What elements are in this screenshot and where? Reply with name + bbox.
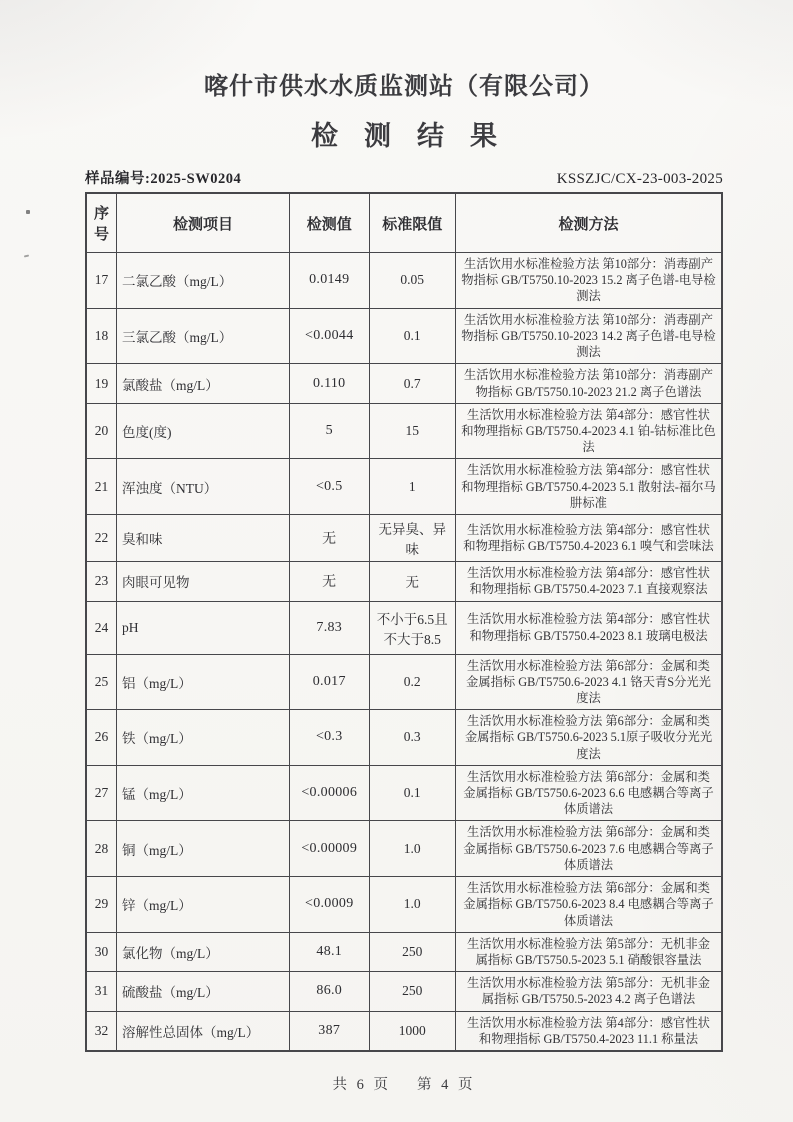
- table-row: [86, 877, 722, 933]
- table-row: [86, 710, 722, 766]
- row-no: 17: [86, 253, 117, 309]
- table-row: [86, 1011, 722, 1051]
- report-page: [85, 0, 723, 1094]
- row-item: 铜（mg/L）: [117, 821, 290, 877]
- row-limit: 0.3: [369, 710, 455, 766]
- header-value: 检测值: [290, 193, 370, 253]
- row-method: 生活饮用水标准检验方法 第10部分：消毒副产物指标 GB/T5750.10-2023 15.2 离子色谱-电导检测法: [455, 253, 722, 309]
- table-row: [86, 765, 722, 821]
- row-item: 硫酸盐（mg/L）: [117, 972, 290, 1011]
- table-row: [86, 654, 722, 710]
- row-value: 86.0: [290, 972, 370, 1011]
- row-value: 0.017: [290, 654, 370, 710]
- page-subtitle-text: 检测结果: [311, 121, 523, 151]
- row-no: 32: [86, 1011, 117, 1051]
- row-value: 387: [290, 1011, 370, 1051]
- sample-number: 样品编号:2025-SW0204: [85, 171, 242, 187]
- row-limit: 15: [369, 403, 455, 459]
- row-no: 21: [86, 459, 117, 515]
- row-value: <0.00006: [290, 765, 370, 821]
- row-method: 生活饮用水标准检验方法 第4部分：感官性状和物理指标 GB/T5750.4-2023 7.1 直接观察法: [455, 562, 722, 601]
- page-title: 喀什市供水水质监测站（有限公司）: [204, 74, 604, 100]
- row-limit: 0.1: [369, 765, 455, 821]
- document-code: KSSZJC/CX-23-003-2025: [556, 171, 723, 187]
- scan-speck-artifact: [24, 255, 29, 258]
- row-method: 生活饮用水标准检验方法 第5部分：无机非金属指标 GB/T5750.5-2023 4.2 离子色谱法: [455, 972, 722, 1011]
- row-limit: 1: [369, 459, 455, 515]
- row-no: 28: [86, 821, 117, 877]
- table-row: [86, 364, 722, 403]
- row-value: 48.1: [290, 932, 370, 971]
- footer-total-pages: 共 6 页: [332, 1077, 391, 1094]
- row-method: 生活饮用水标准检验方法 第6部分：金属和类金属指标 GB/T5750.6-2023 5.1原子吸收分光光度法: [455, 710, 722, 766]
- row-limit: 0.05: [369, 253, 455, 309]
- row-item: 铝（mg/L）: [117, 654, 290, 710]
- row-method: 生活饮用水标准检验方法 第5部分：无机非金属指标 GB/T5750.5-2023 5.1 硝酸银容量法: [455, 932, 722, 971]
- table-row: [86, 562, 722, 601]
- row-no: 29: [86, 877, 117, 933]
- row-limit: 0.7: [369, 364, 455, 403]
- row-method: 生活饮用水标准检验方法 第4部分：感官性状和物理指标 GB/T5750.4-2023 6.1 嗅气和尝味法: [455, 515, 722, 562]
- header-item: 检测项目: [117, 193, 290, 253]
- row-method: 生活饮用水标准检验方法 第4部分：感官性状和物理指标 GB/T5750.4-2023 5.1 散射法-福尔马肼标准: [455, 459, 722, 515]
- row-item: 二氯乙酸（mg/L）: [117, 253, 290, 309]
- row-item: pH: [117, 601, 290, 654]
- row-value: 0.0149: [290, 253, 370, 309]
- table-row: [86, 459, 722, 515]
- row-method: 生活饮用水标准检验方法 第6部分：金属和类金属指标 GB/T5750.6-2023 7.6 电感耦合等离子体质谱法: [455, 821, 722, 877]
- row-limit: 0.2: [369, 654, 455, 710]
- row-value: <0.5: [290, 459, 370, 515]
- table-row: [86, 308, 722, 364]
- row-limit: 1000: [369, 1011, 455, 1051]
- row-item: 氯化物（mg/L）: [117, 932, 290, 971]
- row-no: 19: [86, 364, 117, 403]
- row-item: 肉眼可见物: [117, 562, 290, 601]
- row-value: <0.0044: [290, 308, 370, 364]
- scan-speck-artifact: [26, 210, 30, 214]
- row-method: 生活饮用水标准检验方法 第6部分：金属和类金属指标 GB/T5750.6-2023 8.4 电感耦合等离子体质谱法: [455, 877, 722, 933]
- table-row: [86, 972, 722, 1011]
- row-method: 生活饮用水标准检验方法 第4部分：感官性状和物理指标 GB/T5750.4-2023 11.1 称量法: [455, 1011, 722, 1051]
- row-value: 5: [290, 403, 370, 459]
- table-row: [86, 821, 722, 877]
- row-item: 铁（mg/L）: [117, 710, 290, 766]
- table-row: [86, 403, 722, 459]
- row-no: 25: [86, 654, 117, 710]
- row-method: 生活饮用水标准检验方法 第10部分：消毒副产物指标 GB/T5750.10-2023 21.2 离子色谱法: [455, 364, 722, 403]
- header-limit: 标准限值: [369, 193, 455, 253]
- row-item: 三氯乙酸（mg/L）: [117, 308, 290, 364]
- row-item: 色度(度): [117, 403, 290, 459]
- row-no: 24: [86, 601, 117, 654]
- meta-row: [85, 167, 723, 188]
- row-value: 0.110: [290, 364, 370, 403]
- row-value: 无: [290, 562, 370, 601]
- row-item: 臭和味: [117, 515, 290, 562]
- row-method: 生活饮用水标准检验方法 第6部分：金属和类金属指标 GB/T5750.6-2023 6.6 电感耦合等离子体质谱法: [455, 765, 722, 821]
- row-value: <0.3: [290, 710, 370, 766]
- row-value: <0.00009: [290, 821, 370, 877]
- results-table: [85, 192, 723, 1052]
- row-limit: 250: [369, 932, 455, 971]
- table-row: [86, 515, 722, 562]
- page-footer: [85, 1073, 723, 1094]
- row-limit: 250: [369, 972, 455, 1011]
- row-limit: 1.0: [369, 877, 455, 933]
- footer-current-page: 第 4 页: [417, 1077, 476, 1094]
- row-limit: 1.0: [369, 821, 455, 877]
- row-item: 锰（mg/L）: [117, 765, 290, 821]
- row-item: 溶解性总固体（mg/L）: [117, 1011, 290, 1051]
- row-no: 20: [86, 403, 117, 459]
- row-limit: 不小于6.5且不大于8.5: [369, 601, 455, 654]
- header-method: 检测方法: [455, 193, 722, 253]
- table-row: [86, 601, 722, 654]
- row-value: 无: [290, 515, 370, 562]
- row-no: 31: [86, 972, 117, 1011]
- page-subtitle: [85, 114, 723, 153]
- row-no: 27: [86, 765, 117, 821]
- row-value: 7.83: [290, 601, 370, 654]
- table-row: [86, 932, 722, 971]
- row-method: 生活饮用水标准检验方法 第10部分：消毒副产物指标 GB/T5750.10-2023 14.2 离子色谱-电导检测法: [455, 308, 722, 364]
- row-value: <0.0009: [290, 877, 370, 933]
- row-no: 26: [86, 710, 117, 766]
- table-row: [86, 253, 722, 309]
- row-limit: 0.1: [369, 308, 455, 364]
- row-no: 23: [86, 562, 117, 601]
- row-no: 18: [86, 308, 117, 364]
- row-item: 浑浊度（NTU）: [117, 459, 290, 515]
- row-no: 30: [86, 932, 117, 971]
- row-method: 生活饮用水标准检验方法 第6部分：金属和类金属指标 GB/T5750.6-2023 4.1 铬天青S分光光度法: [455, 654, 722, 710]
- row-limit: 无异臭、异味: [369, 515, 455, 562]
- table-header-row: [86, 193, 722, 253]
- row-item: 氯酸盐（mg/L）: [117, 364, 290, 403]
- row-limit: 无: [369, 562, 455, 601]
- row-method: 生活饮用水标准检验方法 第4部分：感官性状和物理指标 GB/T5750.4-2023 8.1 玻璃电极法: [455, 601, 722, 654]
- row-no: 22: [86, 515, 117, 562]
- row-item: 锌（mg/L）: [117, 877, 290, 933]
- row-method: 生活饮用水标准检验方法 第4部分：感官性状和物理指标 GB/T5750.4-2023 4.1 铂-钴标准比色法: [455, 403, 722, 459]
- header-no: 序号: [86, 193, 117, 253]
